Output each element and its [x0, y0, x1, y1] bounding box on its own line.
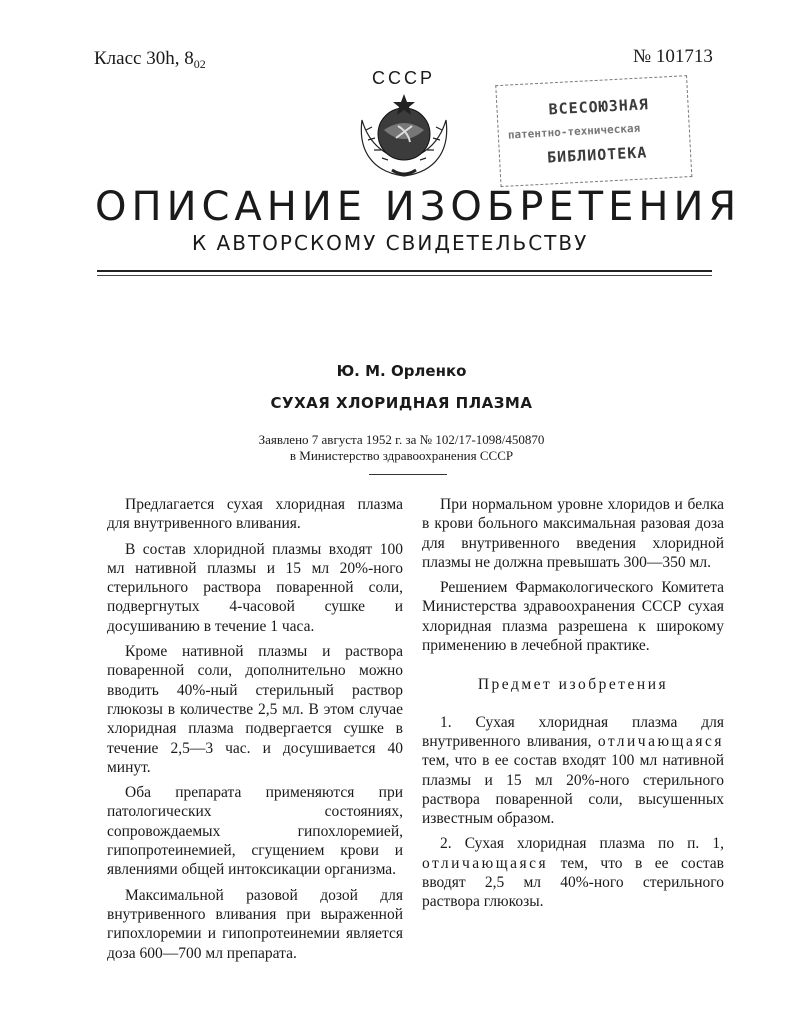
left-paragraph-1: Предлагается сухая хлоридная плазма для внутривенного вливания. [107, 496, 403, 533]
claims-heading: Предмет изобретения [477, 676, 669, 694]
claim-1-start: 1. Сухая хлоридная плазма для внутривенного вливания, [422, 713, 724, 750]
claim-2-start: 2. Сухая хлоридная плазма по п. 1, [440, 835, 724, 853]
claim-2 [422, 834, 724, 911]
patent-class [94, 48, 206, 72]
left-paragraph-2: В состав хлоридной плазмы входят 100 мл нативной плазмы и 15 мл 20%-ного стерильного раствора поваренной соли, подвергнутых 4-часовой сушке и досушиванию в течение 1 часа. [107, 540, 403, 635]
left-paragraph-4: Оба препарата применяются при патологических состояниях, сопровождаемых гипохлоремией, гипопротеинемией, сгущением крови и явлениями общей интоксикации организма. [107, 784, 403, 879]
patent-number: № 101713 [633, 46, 713, 67]
short-divider [369, 474, 447, 475]
class-label: Класс 30 [94, 48, 166, 69]
filing-info [0, 432, 803, 464]
divider-rule-thin [97, 275, 712, 276]
right-paragraph-2: Решением Фармакологического Комитета Министерства здравоохранения СССР сухая хлоридная плазма разрешена к широкому применению в лечебной практике. [422, 579, 724, 655]
filing-line-2: в Министерство здравоохранения СССР [289, 448, 514, 463]
document-subtitle: К АВТОРСКОМУ СВИДЕТЕЛЬСТВУ [192, 231, 589, 255]
stamp-line-3: БИБЛИОТЕКА [546, 143, 648, 167]
author-name: Ю. М. Орленко [336, 362, 467, 380]
stamp-line-1: ВСЕСОЮЗНАЯ [548, 95, 650, 119]
right-paragraph-1: При нормальном уровне хлоридов и белка в крови больного максимальная разовая доза для внутривенного введения хлоридной плазмы не должна превышать 300—350 мл. [422, 496, 724, 571]
ussr-emblem-icon [352, 90, 456, 180]
country-label: СССР [372, 68, 436, 88]
claim-1-spaced: отличающаяся [597, 732, 724, 750]
class-mid: , 8 [174, 48, 194, 69]
library-stamp [495, 75, 696, 195]
claim-2-end: тем, что в ее состав вводят 2,5 мл 40%-ного стерильного раствора глюкозы. [422, 854, 724, 911]
left-column [107, 495, 403, 969]
stamp-line-2: патентно-техническая [507, 121, 641, 142]
right-column [422, 495, 724, 918]
class-h: h [165, 48, 175, 69]
left-paragraph-5: Максимальной разовой дозой для внутривенного вливания при выраженной гипохлоремии и гипопротеинемии является доза 600—700 мл препарата. [107, 886, 403, 962]
claim-1 [422, 713, 724, 829]
invention-title: СУХАЯ ХЛОРИДНАЯ ПЛАЗМА [270, 394, 533, 412]
document-title: ОПИСАНИЕ ИЗОБРЕТЕНИЯ [95, 184, 742, 230]
filing-line-1: Заявлено 7 августа 1952 г. за № 102/17-1098/450870 [258, 432, 545, 447]
divider-rule [97, 270, 712, 272]
left-paragraph-3: Кроме нативной плазмы и раствора поваренной соли, дополнительно можно вводить 40%-ный стерильный раствор глюкозы в количестве 2,5 мл. В этом случае хлоридная плазма подвергается сушке в течение 2,5—3 час. и досушивается 40 минут. [107, 643, 403, 776]
claim-2-spaced: отличающаяся [422, 854, 549, 872]
class-subscript: 02 [193, 57, 206, 71]
claim-1-end: тем, что в ее состав входят 100 мл нативной плазмы и 15 мл 20%-ного стерильного раствора поваренной соли, высушенных известным образом. [422, 752, 724, 828]
